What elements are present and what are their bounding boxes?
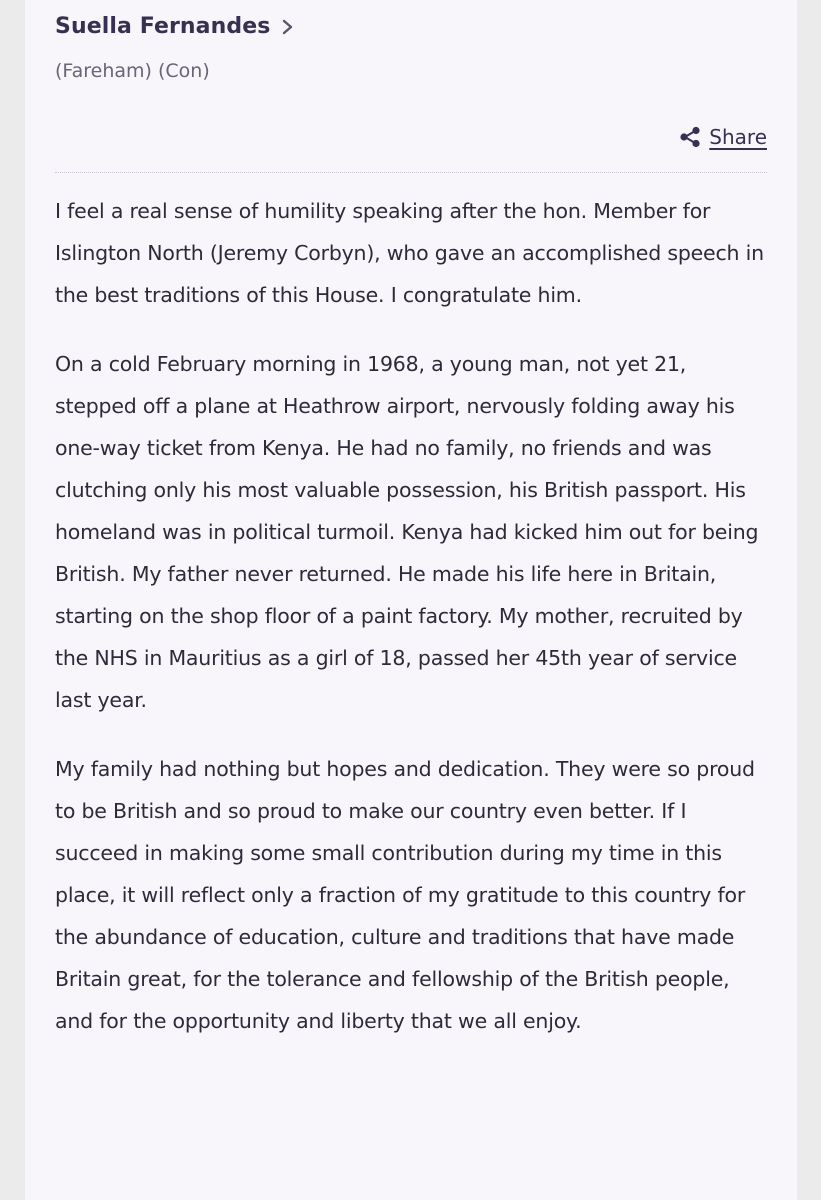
contribution-card: [25, 0, 797, 1200]
speech-paragraph: I feel a real sense of humility speaking after the hon. Member for Islington North (Jeremy Corbyn), who gave an accomplished speech in the best traditions of this House. I congratulate him.: [55, 199, 764, 307]
share-button[interactable]: [679, 125, 767, 149]
speech-body: [55, 190, 767, 1069]
member-profile-link[interactable]: [55, 14, 296, 39]
member-constituency: (Fareham) (Con): [55, 60, 210, 82]
share-icon: [679, 126, 701, 148]
speech-paragraph: On a cold February morning in 1968, a young man, not yet 21, stepped off a plane at Heathrow airport, nervously folding away his one-way ticket from Kenya. He had no family, no friends and was clutching only his most valuable possession, his British passport. His homeland was in political turmoil. Kenya had kicked him out for being British. My father never returned. He made his life here in Britain, starting on the shop floor of a paint factory. My mother, recruited by the NHS in Mauritius as a girl of 18, passed her 45th year of service last year.: [55, 352, 759, 712]
divider: [55, 172, 767, 173]
chevron-right-icon: [280, 17, 296, 37]
share-label: Share: [709, 125, 767, 149]
member-name: Suella Fernandes: [55, 14, 271, 39]
speech-paragraph: My family had nothing but hopes and dedication. They were so proud to be British and so proud to make our country even better. If I succeed in making some small contribution during my time in this place, it will reflect only a fraction of my gratitude to this country for the abundance of education, culture and traditions that have made Britain great, for the tolerance and fellowship of the British people, and for the opportunity and liberty that we all enjoy.: [55, 757, 755, 1033]
